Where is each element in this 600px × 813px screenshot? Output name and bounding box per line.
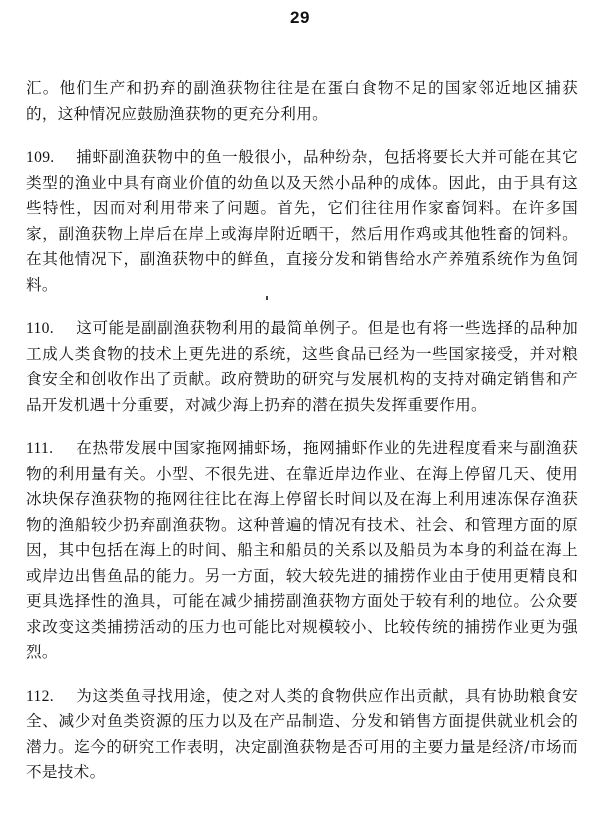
paragraph-number: 109.	[26, 149, 55, 166]
paragraph-110	[26, 316, 578, 418]
paragraph-text: 为这类鱼寻找用途，使之对人类的食物供应作出贡献，具有协助粮食安全、减少对鱼类资源的压力以及在产品制造、分发和销售方面提供就业机会的潜力。迄今的研究工作表明，决定副渔获物是否可用的主要力量是经济/市场而不是技术。	[26, 686, 578, 781]
document-body	[26, 76, 578, 804]
paragraph-text: 汇。他们生产和扔弃的副渔获物往往是在蛋白食物不足的国家邻近地区捕获的，这种情况应鼓励渔获物的更充分利用。	[26, 79, 578, 123]
paragraph-112	[26, 684, 578, 786]
paragraph-text: 捕虾副渔获物中的鱼一般很小，品种纷杂，包括将要长大并可能在其它类型的渔业中具有商业价值的幼鱼以及天然小品种的成体。因此，由于具有这些特性，因而对利用带来了问题。首先，它们往往用作家畜饲料。在许多国家，副渔获物上岸后在岸上或海岸附近晒干，然后用作鸡或其他牲畜的饲料。在其他情况下，副渔获物中的鲜鱼，直接分发和销售给水产养殖系统作为鱼饲料。	[26, 148, 578, 294]
paragraph-continuation	[26, 76, 578, 127]
paragraph-number: 111.	[26, 440, 54, 457]
paragraph-text: 在热带发展中国家拖网捕虾场，拖网捕虾作业的先进程度看来与副渔获物的利用量有关。小型、不很先进、在靠近岸边作业、在海上停留几天、使用冰块保存渔获物的拖网往往比在海上停留长时间以及在海上利用速冻保存渔获物的渔船较少扔弃副渔获物。这种普遍的情况有技术、社会、和管理方面的原因，其中包括在海上的时间、船主和船员的关系以及船员为本身的利益在海上或岸边出售鱼品的能力。另一方面，较大较先进的捕捞作业由于使用更精良和更具选择性的渔具，可能在减少捕捞副渔获物方面处于较有利的地位。公众要求改变这类捕捞活动的压力也可能比对规模较小、比较传统的捕捞作业更为强烈。	[26, 439, 578, 661]
page-number: 29	[290, 8, 310, 27]
paragraph-111	[26, 436, 578, 666]
paragraph-number: 112.	[26, 687, 54, 705]
paragraph-109	[26, 145, 578, 298]
paragraph-number: 110.	[26, 320, 54, 337]
paragraph-text: 这可能是副副渔获物利用的最简单例子。但是也有将一些选择的品种加工成人类食物的技术上更先进的系统，这些食品已经为一些国家接受，并对粮食安全和创收作出了贡献。政府赞助的研究与发展机构的支持对确定销售和产品开发机遇十分重要，对减少海上扔弃的潜在损失发挥重要作用。	[26, 319, 578, 414]
